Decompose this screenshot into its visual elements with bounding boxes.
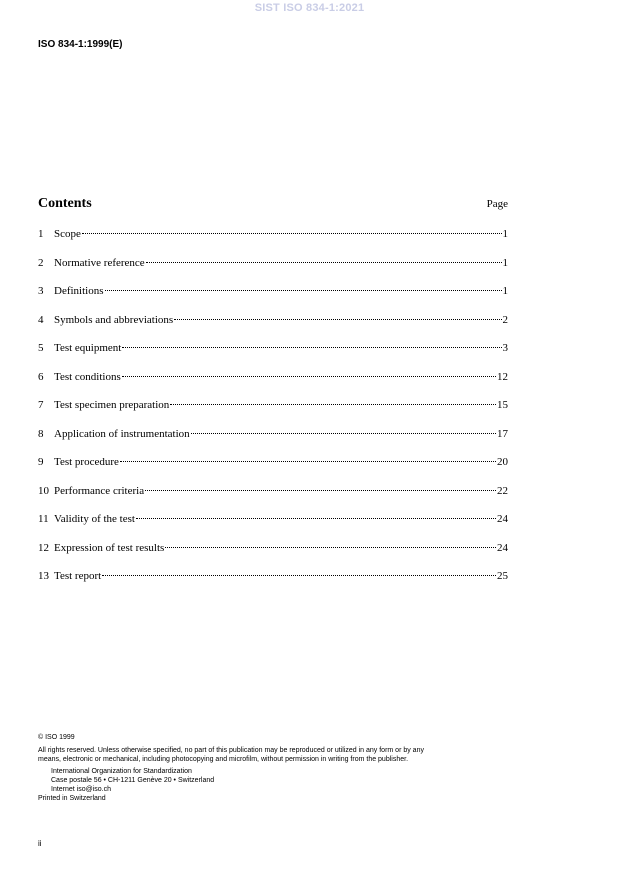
toc-entry-number: 12	[38, 541, 49, 554]
toc-entry-title: Test report	[54, 570, 102, 582]
toc-entry-page: 20	[497, 456, 508, 468]
toc-entry-number: 7	[38, 399, 44, 411]
printed-in: Printed in Switzerland	[38, 795, 106, 802]
toc-entry-title: Test procedure	[54, 456, 119, 468]
toc-entry-page: 22	[497, 484, 508, 497]
dot-leader	[122, 346, 501, 348]
toc-entry-title: Performance criteria	[54, 484, 145, 497]
page-column-label: Page	[486, 198, 508, 210]
dot-leader	[145, 489, 496, 491]
toc-entry-page: 25	[497, 570, 508, 582]
toc-entry-application-of-instrumentation[interactable]	[38, 428, 508, 457]
toc-entry-page: 15	[497, 399, 508, 411]
toc-entry-title: Test specimen preparation	[54, 399, 170, 411]
toc-entry-definitions[interactable]	[38, 285, 508, 314]
toc-entry-expression-of-test-results[interactable]	[38, 542, 508, 571]
toc-entry-number: 13	[38, 570, 49, 582]
watermark: SIST ISO 834-1:2021	[254, 2, 365, 14]
toc-entry-performance-criteria[interactable]	[38, 485, 508, 514]
rights-statement-line-1: All rights reserved. Unless otherwise specified, no part of this publication may be reproduced or utilized in any form or by any	[38, 747, 424, 754]
toc-entry-title: Test equipment	[54, 342, 122, 354]
toc-entry-page: 1	[502, 285, 508, 297]
dot-leader	[146, 261, 502, 263]
toc-entry-test-procedure[interactable]	[38, 456, 508, 485]
toc-entry-title: Expression of test results	[54, 541, 165, 554]
dot-leader	[136, 517, 496, 519]
dot-leader	[102, 574, 496, 576]
toc-entry-number: 6	[38, 370, 44, 383]
toc-entry-page: 24	[497, 513, 508, 525]
toc-entry-page: 1	[502, 256, 508, 269]
table-of-contents	[38, 228, 508, 599]
rights-statement-line-2: means, electronic or mechanical, including photocopying and microfilm, without permission in writing from the publisher.	[38, 756, 409, 763]
toc-entry-number: 1	[38, 228, 44, 240]
toc-entry-title: Validity of the test	[54, 513, 135, 525]
toc-entry-number: 3	[38, 285, 44, 297]
internet-contact: Internet iso@iso.ch	[51, 786, 112, 793]
toc-entry-number: 8	[38, 427, 44, 440]
contents-header	[38, 196, 508, 212]
dot-leader	[174, 318, 501, 320]
toc-entry-number: 10	[38, 484, 49, 497]
toc-entry-title: Definitions	[54, 285, 104, 297]
dot-leader	[82, 232, 502, 234]
toc-entry-page: 24	[497, 541, 508, 554]
postal-address: Case postale 56 • CH-1211 Genève 20 • Switzerland	[51, 777, 215, 784]
dot-leader	[191, 432, 496, 434]
toc-entry-title: Normative reference	[54, 256, 145, 269]
toc-entry-symbols-and-abbreviations[interactable]	[38, 314, 508, 343]
toc-entry-title: Test conditions	[54, 370, 121, 383]
toc-entry-title: Symbols and abbreviations	[54, 313, 174, 326]
toc-entry-test-specimen-preparation[interactable]	[38, 399, 508, 428]
toc-entry-normative-reference[interactable]	[38, 257, 508, 286]
copyright-footer	[38, 733, 518, 803]
toc-entry-scope[interactable]	[38, 228, 508, 257]
dot-leader	[165, 546, 496, 548]
toc-entry-number: 2	[38, 256, 44, 269]
toc-entry-test-equipment[interactable]	[38, 342, 508, 371]
toc-entry-title: Scope	[54, 228, 81, 240]
copyright-notice: © ISO 1999	[38, 734, 75, 741]
toc-entry-number: 11	[38, 513, 49, 525]
document-identifier: ISO 834-1:1999(E)	[38, 39, 123, 50]
toc-entry-title: Application of instrumentation	[54, 427, 190, 440]
organization-name: International Organization for Standardization	[51, 768, 192, 775]
dot-leader	[170, 403, 496, 405]
dot-leader	[120, 460, 496, 462]
dot-leader	[105, 289, 502, 291]
toc-entry-page: 1	[502, 228, 508, 240]
toc-entry-page: 3	[502, 342, 508, 354]
toc-entry-page: 2	[502, 313, 508, 326]
toc-entry-number: 4	[38, 313, 44, 326]
toc-entry-page: 12	[497, 370, 508, 383]
toc-entry-number: 5	[38, 342, 44, 354]
toc-entry-test-conditions[interactable]	[38, 371, 508, 400]
toc-entry-validity-of-the-test[interactable]	[38, 513, 508, 542]
toc-entry-page: 17	[497, 427, 508, 440]
dot-leader	[122, 375, 496, 377]
toc-entry-number: 9	[38, 456, 44, 468]
page-number: ii	[38, 839, 42, 848]
contents-title: Contents	[38, 196, 92, 211]
toc-entry-test-report[interactable]	[38, 570, 508, 599]
